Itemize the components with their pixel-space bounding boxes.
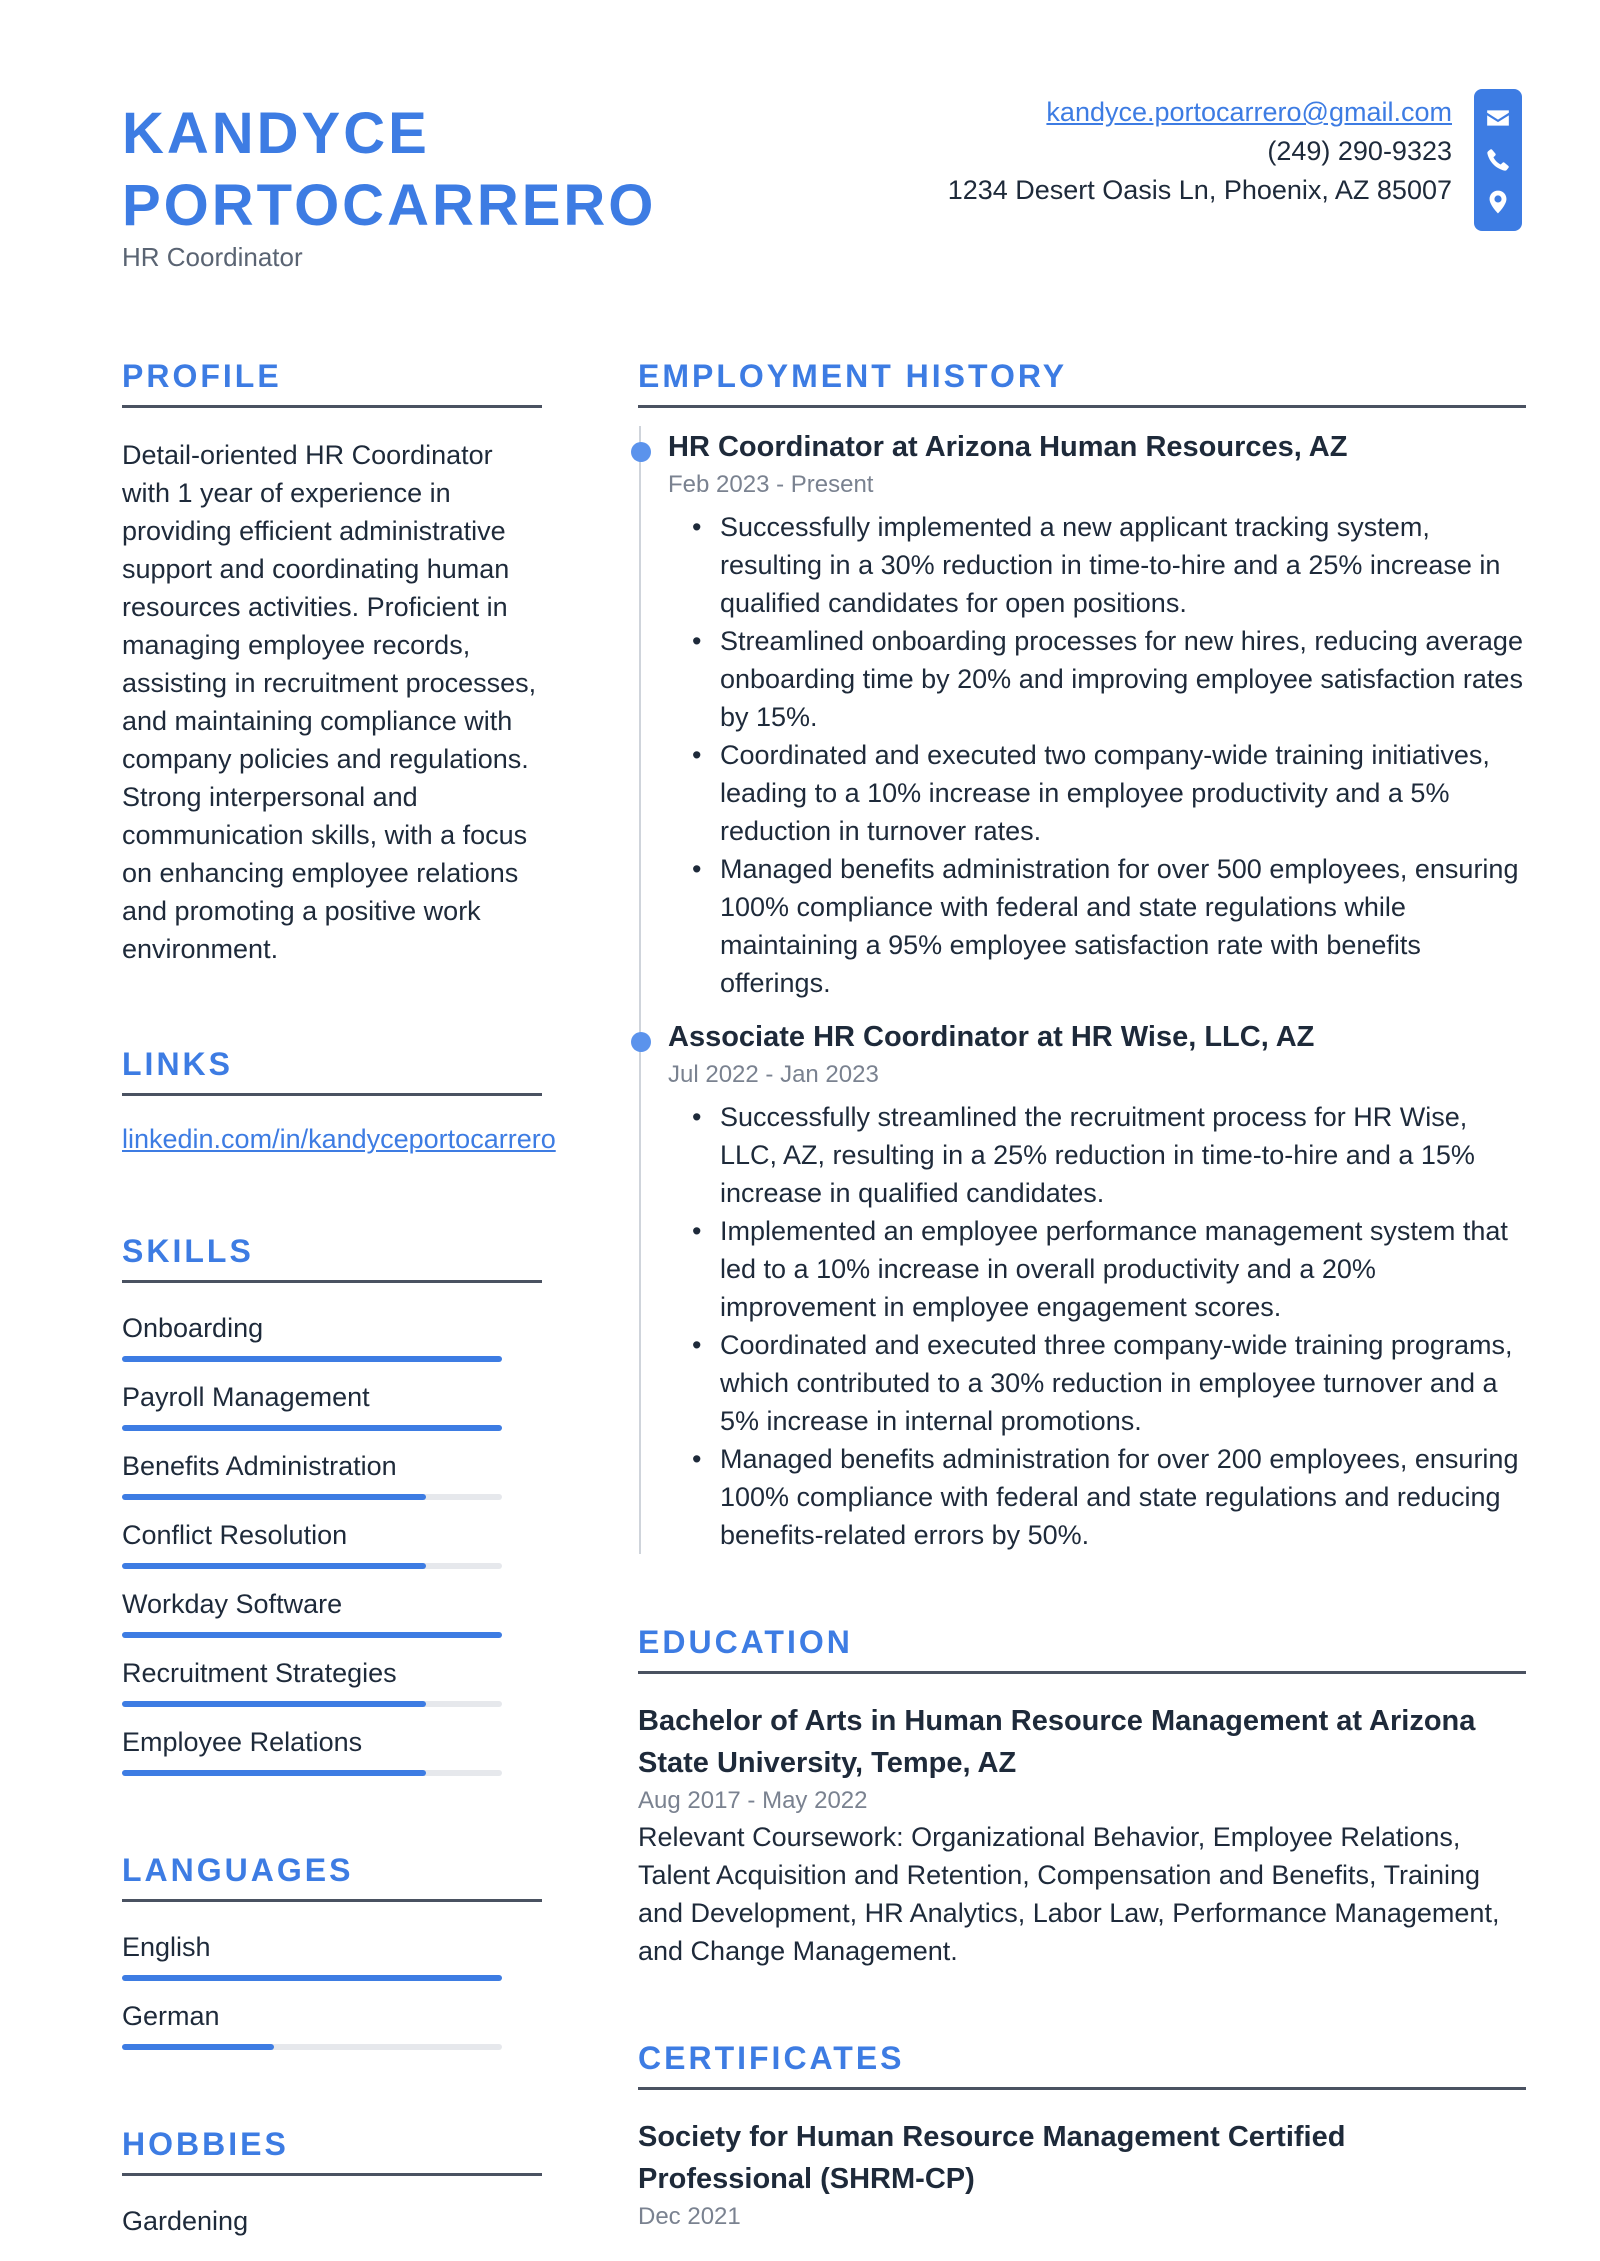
skill-item <box>122 1585 542 1638</box>
profile-section <box>122 358 542 968</box>
skill-level-bar <box>122 1425 502 1431</box>
language-item <box>122 1928 542 1981</box>
skill-level-fill <box>122 1425 502 1431</box>
job-bullet: • Streamlined onboarding processes for new hires, reducing average onboarding time by 20% and improving employee satisfaction rates by 15%. <box>720 622 1526 736</box>
degree-title: Bachelor of Arts in Human Resource Management at Arizona State University, Tempe, AZ <box>638 1705 1476 1779</box>
skill-level-bar <box>122 1356 502 1362</box>
name-first: KANDYCE <box>122 101 430 166</box>
language-name: English <box>122 1932 211 1962</box>
language-item <box>122 1997 542 2050</box>
education-heading: EDUCATION <box>638 1624 1526 1674</box>
job-bullet: • Coordinated and executed three company-wide training programs, which contributed to a 30% reduction in employee turnover and a 5% increase in internal promotions. <box>720 1326 1526 1440</box>
education-section <box>638 1624 1526 1970</box>
employment-timeline <box>638 426 1526 1554</box>
certificates-section <box>638 2040 1526 2234</box>
job-entry <box>668 426 1526 1002</box>
timeline-dot <box>631 442 651 462</box>
certificates-heading: CERTIFICATES <box>638 2040 1526 2090</box>
skill-item <box>122 1309 542 1362</box>
job-bullet: • Managed benefits administration for over 500 employees, ensuring 100% compliance with federal and state regulations while maintaining a 95% employee satisfaction rate with benefits offerings. <box>720 850 1526 1002</box>
certificate-date: Dec 2021 <box>638 2203 741 2230</box>
skill-name: Workday Software <box>122 1589 343 1619</box>
phone-icon <box>1485 147 1511 173</box>
job-title: HR Coordinator at Arizona Human Resources, AZ <box>668 431 1348 463</box>
job-bullets <box>668 1098 1526 1554</box>
skill-item <box>122 1654 542 1707</box>
skill-level-fill <box>122 1770 426 1776</box>
candidate-job-title: HR Coordinator <box>122 242 303 272</box>
job-bullet: • Coordinated and executed two company-wide training initiatives, leading to a 10% increase in employee productivity and a 5% reduction in turnover rates. <box>720 736 1526 850</box>
email-link[interactable]: kandyce.portocarrero@gmail.com <box>1046 97 1452 127</box>
languages-section <box>122 1852 542 2050</box>
skill-item <box>122 1378 542 1431</box>
envelope-icon <box>1485 105 1511 131</box>
language-level-fill <box>122 2044 274 2050</box>
location-pin-icon <box>1485 189 1511 215</box>
skill-name: Recruitment Strategies <box>122 1658 397 1688</box>
job-bullet: • Successfully implemented a new applicant tracking system, resulting in a 30% reduction in time-to-hire and a 25% increase in qualified candidates for open positions. <box>720 508 1526 622</box>
skill-item <box>122 1447 542 1500</box>
hobbies-heading: HOBBIES <box>122 2126 542 2176</box>
skill-level-bar <box>122 1494 502 1500</box>
skills-heading: SKILLS <box>122 1233 542 1283</box>
language-level-bar <box>122 2044 502 2050</box>
employment-heading: EMPLOYMENT HISTORY <box>638 358 1526 408</box>
skill-name: Onboarding <box>122 1313 264 1343</box>
skill-level-bar <box>122 1701 502 1707</box>
profile-text: Detail-oriented HR Coordinator with 1 year of experience in providing efficient administrative support and coordinating human resources activities. Proficient in managing employee records, assisting in recruitment processes, and maintaining compliance with company policies and regulations. Strong interpersonal and communication skills, with a focus on enhancing employee relations and promoting a positive work environment. <box>122 440 537 964</box>
language-name: German <box>122 2001 220 2031</box>
left-column <box>122 358 556 2240</box>
links-section <box>122 1046 556 1155</box>
right-column <box>638 358 1526 2234</box>
skill-name: Conflict Resolution <box>122 1520 348 1550</box>
certificate-name: Society for Human Resource Management Certified Professional (SHRM-CP) <box>638 2121 1346 2195</box>
skill-level-fill <box>122 1701 426 1707</box>
profile-heading: PROFILE <box>122 358 542 408</box>
hobby-item: Gardening <box>122 2206 249 2236</box>
skill-level-fill <box>122 1632 502 1638</box>
job-entry <box>668 1016 1526 1554</box>
skill-name: Benefits Administration <box>122 1451 397 1481</box>
skill-item <box>122 1516 542 1569</box>
job-dates: Feb 2023 - Present <box>668 471 874 498</box>
job-bullet: • Implemented an employee performance management system that led to a 10% increase in overall productivity and a 20% improvement in employee engagement scores. <box>720 1212 1526 1326</box>
job-bullet: • Managed benefits administration for over 200 employees, ensuring 100% compliance with federal and state regulations and reducing benefits-related errors by 50%. <box>720 1440 1526 1554</box>
skill-level-fill <box>122 1494 426 1500</box>
skill-level-bar <box>122 1632 502 1638</box>
education-description: Relevant Coursework: Organizational Behavior, Employee Relations, Talent Acquisition and Retention, Compensation and Benefits, Training and Development, HR Analytics, Labor Law, Performance Management, and Change Management. <box>638 1822 1500 1966</box>
contact-icon-bar <box>1474 89 1522 231</box>
name-last: PORTOCARRERO <box>122 173 657 238</box>
skill-item <box>122 1723 542 1776</box>
timeline-dot <box>631 1032 651 1052</box>
employment-section <box>638 358 1526 1554</box>
job-bullets <box>668 508 1526 1002</box>
skills-section <box>122 1233 542 1776</box>
skill-level-fill <box>122 1563 426 1569</box>
education-dates: Aug 2017 - May 2022 <box>638 1787 868 1814</box>
skill-level-bar <box>122 1563 502 1569</box>
skill-level-fill <box>122 1356 502 1362</box>
skill-level-bar <box>122 1770 502 1776</box>
job-bullet: • Successfully streamlined the recruitment process for HR Wise, LLC, AZ, resulting in a 25% reduction in time-to-hire and a 15% increase in qualified candidates. <box>720 1098 1526 1212</box>
links-heading: LINKS <box>122 1046 542 1096</box>
address: 1234 Desert Oasis Ln, Phoenix, AZ 85007 <box>947 175 1452 205</box>
hobbies-section <box>122 2126 542 2240</box>
language-level-fill <box>122 1975 502 1981</box>
skill-name: Payroll Management <box>122 1382 370 1412</box>
candidate-name <box>122 98 822 242</box>
language-level-bar <box>122 1975 502 1981</box>
linkedin-link[interactable]: linkedin.com/in/kandyceportocarrero <box>122 1124 556 1154</box>
job-dates: Jul 2022 - Jan 2023 <box>668 1061 879 1088</box>
languages-heading: LANGUAGES <box>122 1852 542 1902</box>
job-title: Associate HR Coordinator at HR Wise, LLC, AZ <box>668 1021 1315 1053</box>
phone-number: (249) 290-9323 <box>1267 136 1452 166</box>
skill-name: Employee Relations <box>122 1727 363 1757</box>
